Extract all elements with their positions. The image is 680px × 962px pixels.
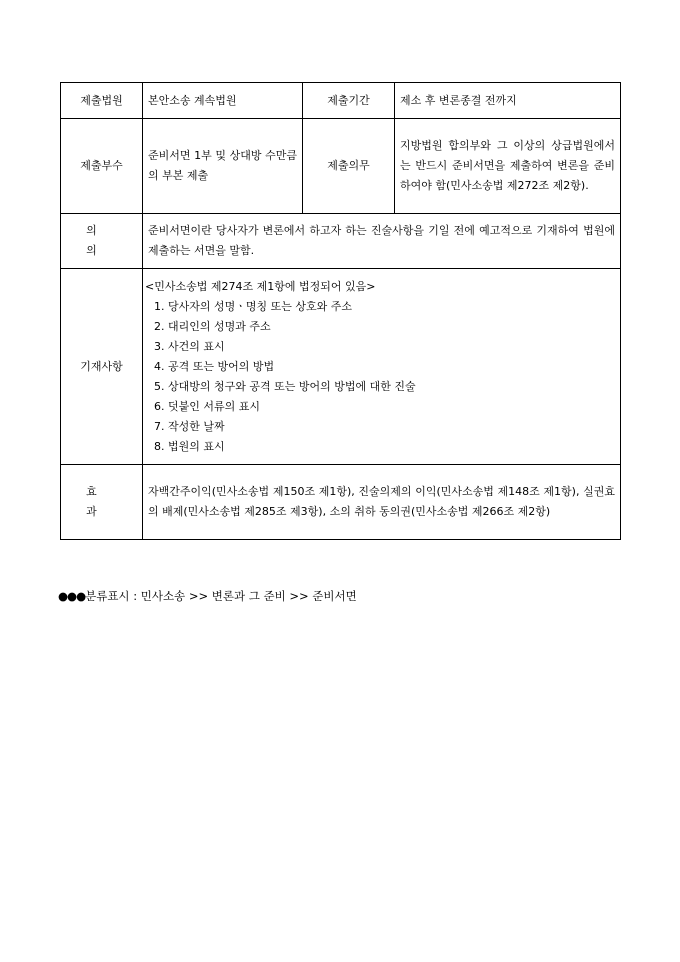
classification-text: 분류표시 : 민사소송 >> 변론과 그 준비 >> 준비서면	[85, 589, 357, 603]
label-meaning: 의 의	[61, 214, 143, 269]
label-effect: 효 과	[61, 465, 143, 540]
label-contents: 기재사항	[61, 269, 143, 465]
row-contents	[61, 269, 621, 465]
label-copies: 제출부수	[61, 119, 143, 214]
row-copies	[61, 119, 621, 214]
label-period: 제출기간	[303, 83, 395, 119]
value-court: 본안소송 계속법원	[143, 83, 303, 119]
label-court: 제출법원	[61, 83, 143, 119]
contents-note: <민사소송법 제274조 제1항에 법정되어 있음>	[145, 279, 376, 293]
list-item: 1. 당사자의 성명ㆍ명칭 또는 상호와 주소	[154, 299, 352, 313]
row-court	[61, 83, 621, 119]
list-item: 4. 공격 또는 방어의 방법	[154, 359, 275, 373]
row-effect	[61, 465, 621, 540]
list-item: 2. 대리인의 성명과 주소	[154, 319, 271, 333]
label-duty: 제출의무	[303, 119, 395, 214]
list-item: 6. 덧붙인 서류의 표시	[154, 399, 260, 413]
list-item: 5. 상대방의 청구와 공격 또는 방어의 방법에 대한 진술	[154, 379, 416, 393]
value-effect: 자백간주이익(민사소송법 제150조 제1항), 진술의제의 이익(민사소송법 제148조 제1항), 실권효의 배제(민사소송법 제285조 제3항), 소의 취하 동의권(민사소송법 제266조 제2항)	[143, 465, 621, 540]
list-item: 7. 작성한 날짜	[154, 419, 225, 433]
row-meaning	[61, 214, 621, 269]
contents-list	[145, 297, 615, 457]
list-item: 3. 사건의 표시	[154, 339, 225, 353]
value-contents	[143, 269, 621, 465]
bullet-dots-icon: ●●●	[58, 589, 86, 603]
value-period: 제소 후 변론종결 전까지	[395, 83, 621, 119]
classification-footer	[58, 588, 357, 604]
value-meaning: 준비서면이란 당사자가 변론에서 하고자 하는 진술사항을 기일 전에 예고적으로 기재하여 법원에 제출하는 서면을 말함.	[143, 214, 621, 269]
summary-table	[60, 82, 621, 540]
value-copies: 준비서면 1부 및 상대방 수만큼의 부본 제출	[143, 119, 303, 214]
list-item: 8. 법원의 표시	[154, 439, 225, 453]
value-duty: 지방법원 합의부와 그 이상의 상급법원에서는 반드시 준비서면을 제출하여 변론을 준비하여야 함(민사소송법 제272조 제2항).	[395, 119, 621, 214]
